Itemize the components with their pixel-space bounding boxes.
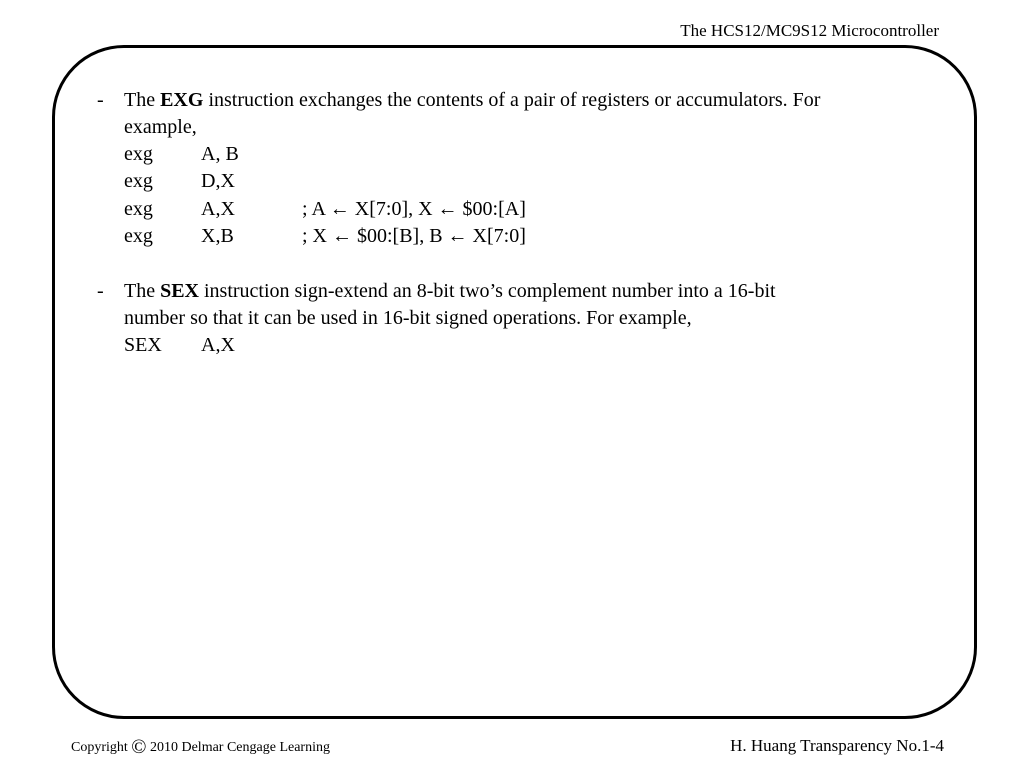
sex-lead: The: [124, 280, 161, 302]
code-exg-2-operands: D,X: [201, 170, 235, 192]
page-header-title: The HCS12/MC9S12 Microcontroller: [680, 21, 939, 40]
code-sex-1-operands: A,X: [201, 334, 235, 356]
sex-keyword: SEX: [160, 280, 199, 302]
exg-keyword: EXG: [160, 89, 204, 111]
code-exg-3-operands: A,X: [201, 198, 235, 220]
slide-frame: [52, 45, 977, 719]
code-exg-2-mnemonic: exg: [124, 170, 153, 192]
exg-description: instruction exchanges the contents of a pair of registers or accumulators. For: [203, 89, 821, 111]
code-exg-3-mnemonic: exg: [124, 198, 153, 220]
code-sex-1-mnemonic: SEX: [124, 334, 162, 356]
copyright-text: 2010 Delmar Cengage Learning: [149, 740, 330, 755]
code-exg-3-comment: ; A ← X[7:0], X ← $00:[A]: [302, 198, 526, 220]
paragraph-exg-line-2: example,: [124, 116, 197, 138]
bullet-exg: -: [97, 89, 104, 111]
code-exg-1-operands: A, B: [201, 143, 239, 165]
paragraph-sex-line-2: number so that it can be used in 16-bit signed operations. For example,: [124, 307, 692, 329]
paragraph-exg-line-1: [124, 87, 820, 114]
copyright-label: Copyright: [71, 740, 128, 755]
code-exg-4-operands: X,B: [201, 225, 234, 247]
footer-page-label: H. Huang Transparency No.1-4: [730, 736, 944, 755]
code-exg-4-comment: ; X ← $00:[B], B ← X[7:0]: [302, 225, 526, 247]
sex-description: instruction sign-extend an 8-bit two’s complement number into a 16-bit: [199, 280, 776, 302]
exg-lead: The: [124, 89, 161, 111]
bullet-sex: -: [97, 280, 104, 302]
code-exg-1-mnemonic: exg: [124, 143, 153, 165]
copyright-symbol: ©: [131, 736, 147, 758]
paragraph-sex-line-1: [124, 278, 776, 305]
code-exg-4-mnemonic: exg: [124, 225, 153, 247]
footer-copyright: [71, 736, 330, 759]
